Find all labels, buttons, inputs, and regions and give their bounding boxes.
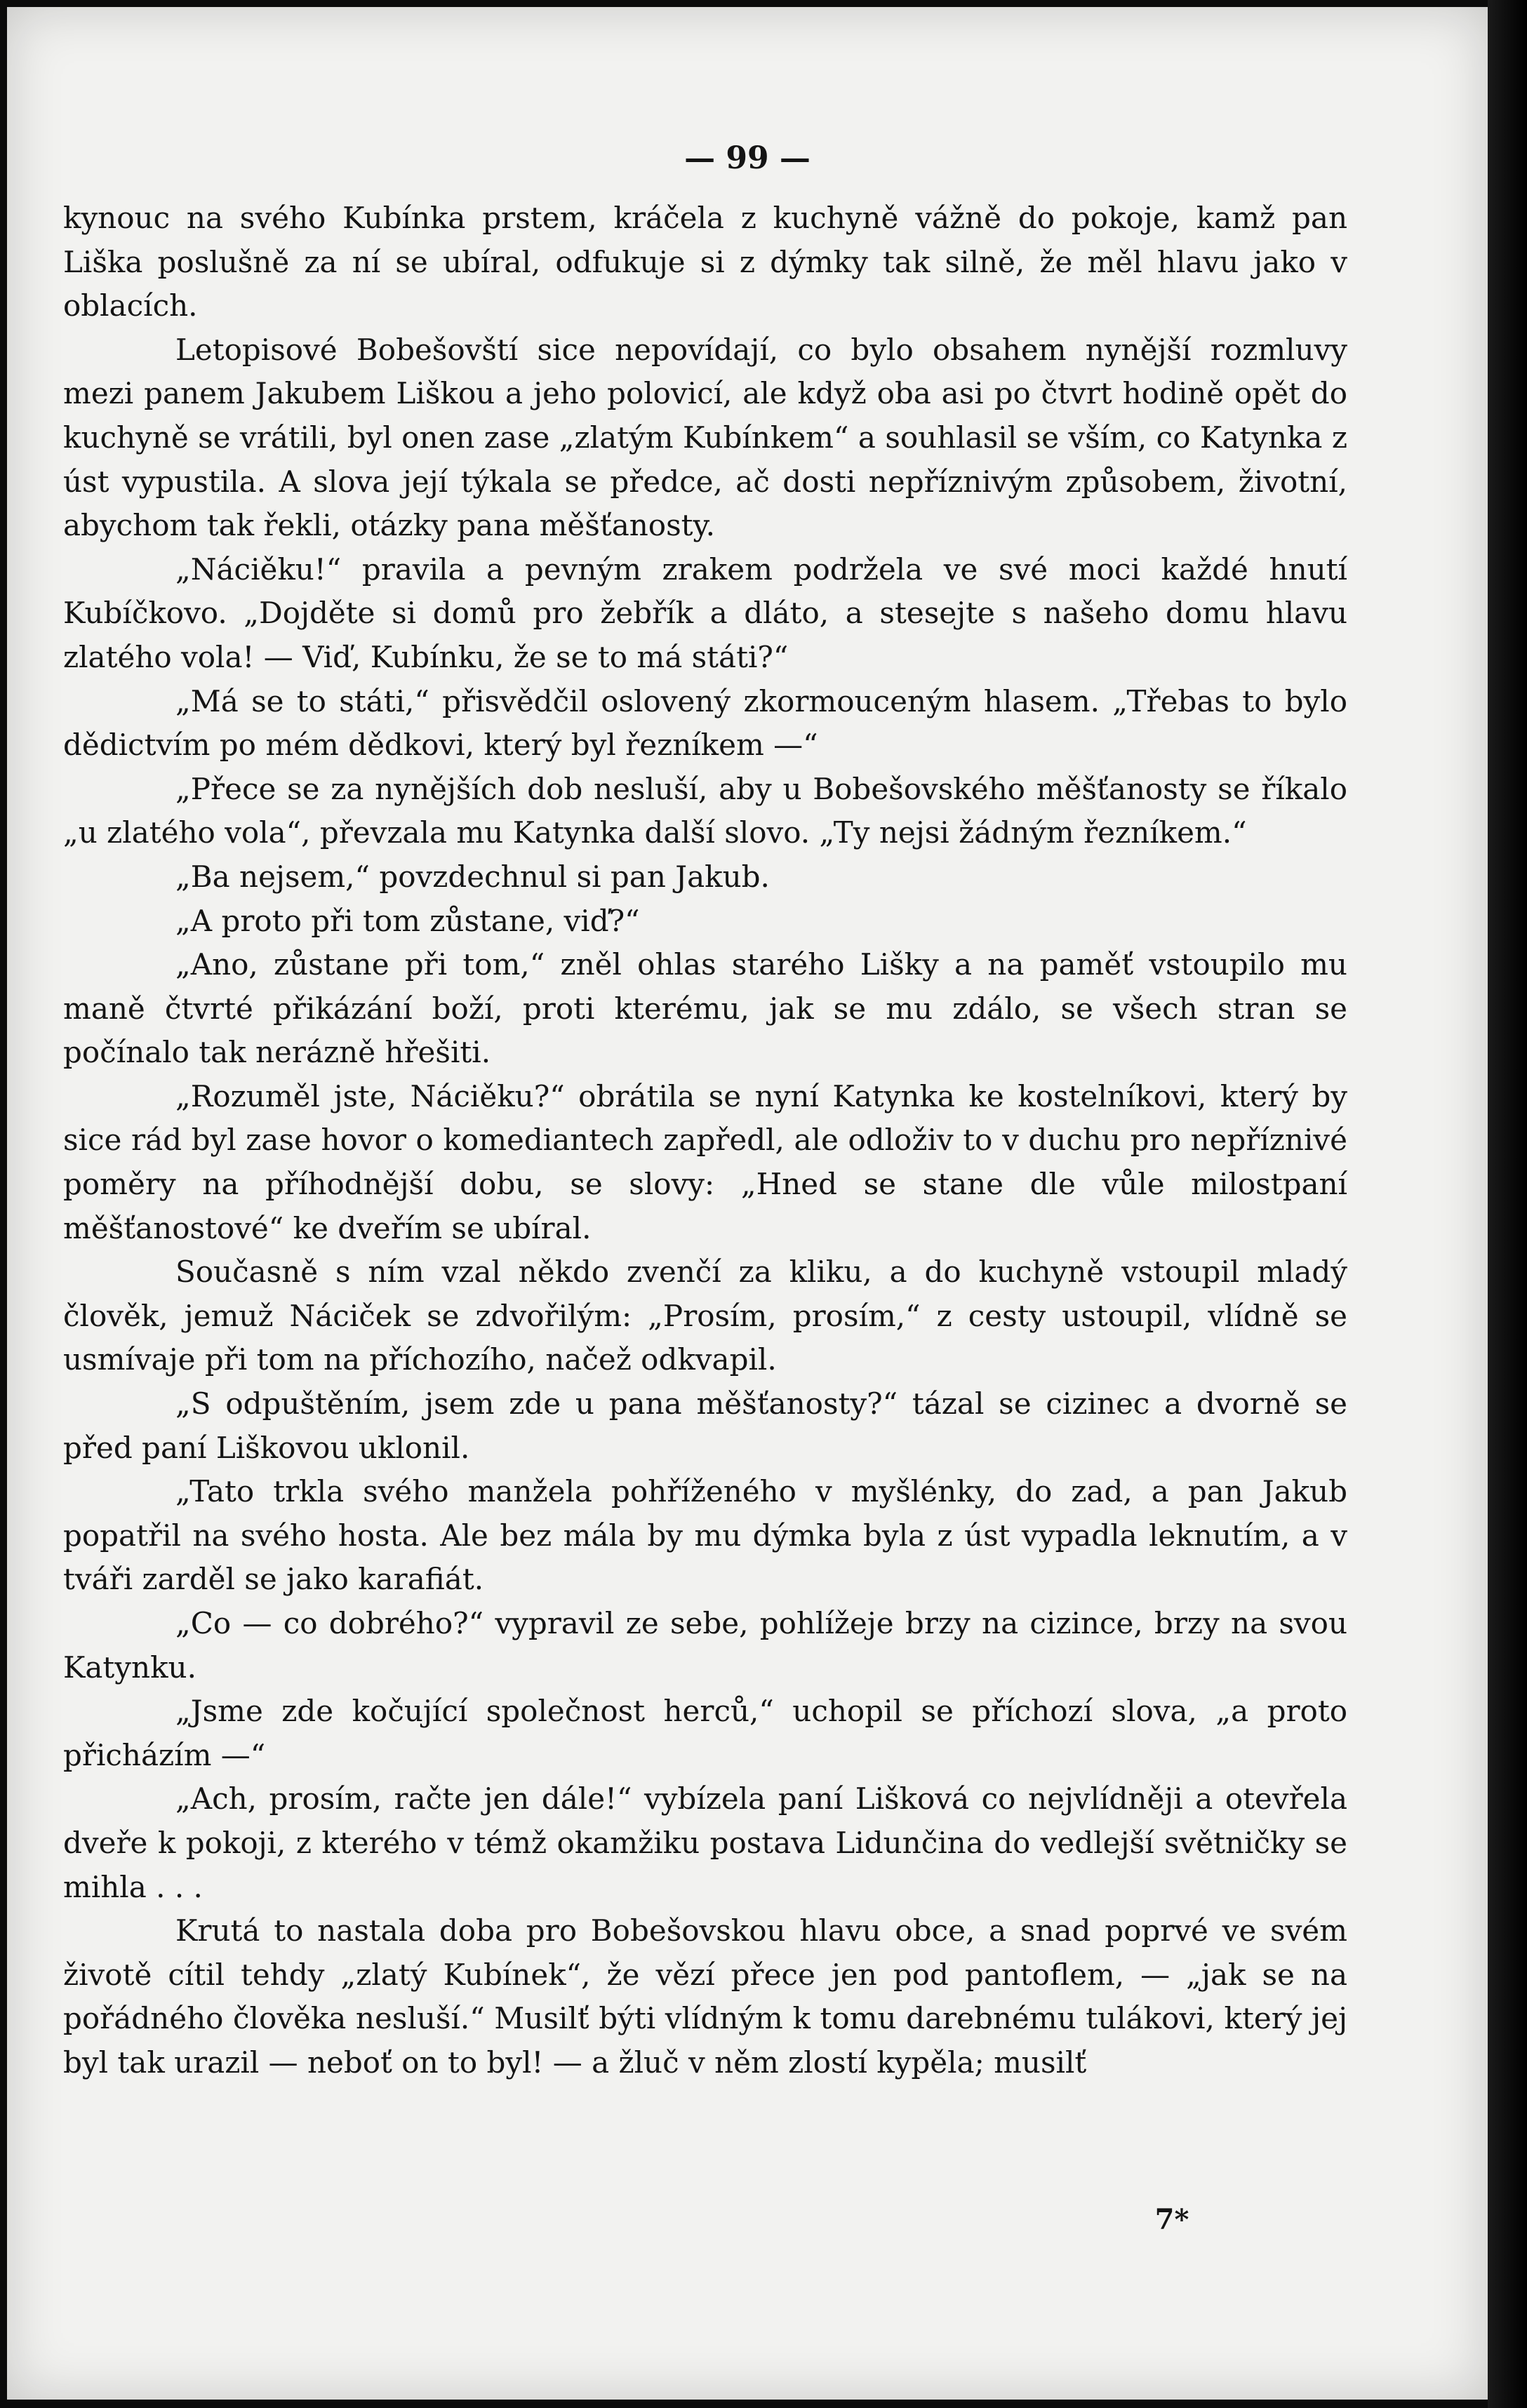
paragraph: „Ano, zůstane při tom,“ zněl ohlas starého Lišky a na paměť vstoupilo mu maně čtvrté přikázání boží, proti kterému, jak se mu zdálo, se všech stran se počínalo tak nerázně hřešiti. [63,947,1347,1070]
paragraph: Letopisové Bobešovští sice nepovídají, co bylo obsahem nynější rozmluvy mezi panem Jakubem Liškou a jeho polovicí, ale když oba asi po čtvrt hodině opět do kuchyně se vrátili, byl onen zase „zlatým Kubínkem“ a souhlasil se vším, co Katynka z úst vypustila. A slova její týkala se předce, ač dosti nepříznivým způsobem, životní, abychom tak řekli, otázky pana měšťanosty. [63,332,1347,543]
paragraph: „Jsme zde kočující společnost herců,“ uchopil se příchozí slova, „a proto přicházím —“ [63,1694,1347,1772]
signature-mark: 7* [1154,2203,1189,2236]
paragraph: Krutá to nastala doba pro Bobešovskou hlavu obce, a snad poprvé ve svém životě cítil tehdy „zlatý Kubínek“, že vězí přece jen pod pantoflem, — „jak se na pořádného člověka nesluší.“ Musilť býti vlídným k tomu darebnému tulákovi, který jej byl tak urazil — neboť on to byl! — a žluč v něm zlostí kypěla; musilť [63,1913,1347,2080]
book-page [7,7,1488,2400]
paragraph: „Má se to státi,“ přisvědčil oslovený zkormouceným hlasem. „Třebas to bylo dědictvím po mém dědkovi, který byl řezníkem —“ [63,683,1347,763]
paragraph: „Náciěku!“ pravila a pevným zrakem podržela ve své moci každé hnutí Kubíčkovo. „Dojděte si domů pro žebřík a dláto, a stesejte s našeho domu hlavu zlatého vola! — Viď, Kubínku, že se to má státi?“ [63,551,1347,674]
paragraph: „Přece se za nynějších dob nesluší, aby u Bobešovského měšťanosty se říkalo „u zlatého vola“, převzala mu Katynka další slovo. „Ty nejsi žádným řezníkem.“ [63,771,1347,850]
paragraph: „Ach, prosím, račte jen dále!“ vybízela paní Lišková co nejvlídněji a otevřela dveře k pokoji, z kterého v témž okamžiku postava Lidunčina do vedlejší světničky se mihla . . . [63,1781,1347,1904]
page-number: — 99 — [684,140,811,176]
paragraph: „Tato trkla svého manžela pohříženého v myšlénky, do zad, a pan Jakub popatřil na svého hosta. Ale bez mála by mu dýmka byla z úst vypadla leknutím, a v tváři zarděl se jako karafiát. [63,1474,1347,1597]
paragraph: Současně s ním vzal někdo zvenčí za kliku, a do kuchyně vstoupil mladý člověk, jemuž Náciček se zdvořilým: „Prosím, prosím,“ z cesty ustoupil, vlídně se usmívaje při tom na příchozího, načež odkvapil. [63,1255,1347,1377]
paragraph: „Ba nejsem,“ povzdechnul si pan Jakub. [175,859,770,894]
paragraph: „Co — co dobrého?“ vypravil ze sebe, pohlížeje brzy na cizince, brzy na svou Katynku. [63,1606,1347,1685]
paragraph: „Rozuměl jste, Náciěku?“ obrátila se nyní Katynka ke kostelníkovi, který by sice rád byl zase hovor o komediantech zapředl, ale odloživ to v duchu pro nepříznivé poměry na příhodnější dobu, se slovy: „Hned se stane dle vůle milostpaní měšťanostové“ ke dveřím se ubíral. [63,1078,1347,1245]
page-edge-shadow [1488,0,1527,2408]
paragraph: kynouc na svého Kubínka prstem, kráčela z kuchyně vážně do pokoje, kamž pan Liška poslušně za ní se ubíral, odfukuje si z dýmky tak silně, že měl hlavu jako v oblacích. [63,201,1347,323]
body-text [63,196,1347,2085]
paragraph: „A proto při tom zůstane, viď?“ [175,903,640,938]
paragraph: „S odpuštěním, jsem zde u pana měšťanosty?“ tázal se cizinec a dvorně se před paní Liškovou uklonil. [63,1386,1347,1465]
